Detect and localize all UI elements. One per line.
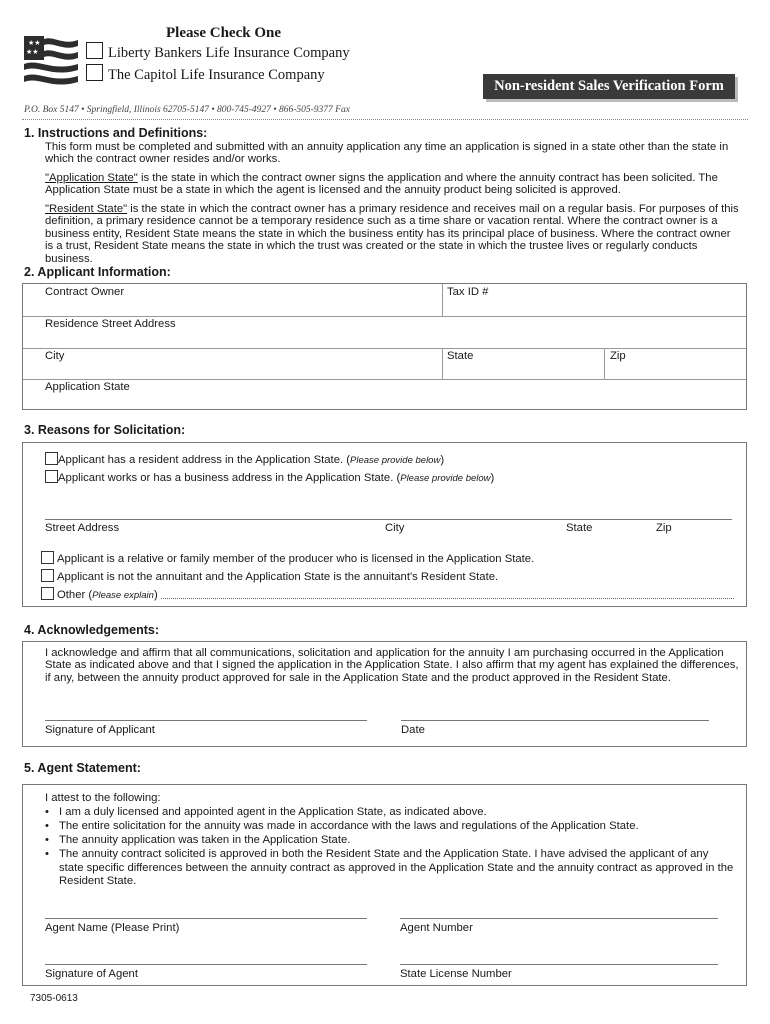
flag-logo	[22, 32, 78, 88]
signature-agent-label: Signature of Agent	[45, 968, 138, 980]
state-field[interactable]: State	[447, 350, 474, 362]
address-line-input[interactable]	[45, 519, 732, 520]
svg-text:★★: ★★	[26, 48, 39, 56]
date-line[interactable]	[401, 720, 709, 721]
contract-owner-field[interactable]: Contract Owner	[45, 286, 125, 298]
provide-below-note: Please provide below	[350, 455, 441, 466]
close-paren: )	[490, 472, 495, 484]
application-state-text: is the state in which the contract owner signs the application and where the annuity contract has been solicited. The Application State must be a state in which the agent is licensed and the annuity product being solicited is approved.	[45, 172, 718, 197]
application-state-definition	[45, 172, 740, 197]
other-explain-input[interactable]	[161, 598, 734, 599]
company-option-capitol: The Capitol Life Insurance Company	[108, 67, 325, 83]
row-divider	[23, 379, 746, 380]
reason-resident-label: Applicant has a resident address in the Application State. (	[58, 454, 351, 466]
street-address-label: Street Address	[45, 522, 120, 534]
col-divider	[442, 284, 443, 316]
bullet-item: • I am a duly licensed and appointed agent in the Application State, as indicated above.	[45, 806, 487, 818]
resident-state-term: "Resident State"	[45, 203, 128, 215]
please-check-one-heading: Please Check One	[166, 25, 281, 41]
reason-other-label: Other (	[57, 589, 93, 601]
address-line: P.O. Box 5147 • Springfield, Illinois 62705-5147 • 800-745-4927 • 866-505-9377 Fax	[24, 105, 350, 115]
col-divider	[604, 348, 605, 379]
applicant-info-box	[22, 283, 747, 410]
reason-relative-label: Applicant is a relative or family member of the producer who is licensed in the Application State.	[57, 553, 535, 565]
reason-business-label: Applicant works or has a business address in the Application State. (	[58, 472, 401, 484]
agent-name-label: Agent Name (Please Print)	[45, 922, 180, 934]
state-label: State	[566, 522, 593, 534]
reason-resident-address[interactable]	[45, 452, 444, 466]
reason-other[interactable]	[41, 587, 158, 601]
reason-business-checkbox[interactable]	[45, 470, 58, 483]
row-divider	[23, 348, 746, 349]
reason-not-annuitant[interactable]	[41, 569, 498, 583]
close-paren: )	[440, 454, 445, 466]
form-code: 7305-0613	[30, 993, 78, 1004]
city-field[interactable]: City	[45, 350, 65, 362]
resident-state-definition	[45, 203, 740, 265]
provide-below-note: Please provide below	[400, 473, 491, 484]
company-option-liberty: Liberty Bankers Life Insurance Company	[108, 45, 350, 61]
attest-intro: I attest to the following:	[45, 792, 161, 804]
section-2-title: 2. Applicant Information:	[24, 265, 171, 279]
agent-number-line[interactable]	[400, 918, 718, 919]
section-3-title: 3. Reasons for Solicitation:	[24, 423, 186, 437]
section-5-title: 5. Agent Statement:	[24, 761, 141, 775]
signature-applicant-label: Signature of Applicant	[45, 724, 155, 736]
col-divider	[442, 348, 443, 379]
reason-other-checkbox[interactable]	[41, 587, 54, 600]
capitol-life-checkbox[interactable]	[86, 64, 103, 81]
applicant-signature-line[interactable]	[45, 720, 367, 721]
agent-number-label: Agent Number	[400, 922, 473, 934]
agent-signature-line[interactable]	[45, 964, 367, 965]
solicitation-box	[22, 442, 747, 607]
application-state-field[interactable]: Application State	[45, 381, 130, 393]
svg-text:★★: ★★	[28, 39, 41, 47]
city-label: City	[385, 522, 405, 534]
close-paren: )	[153, 589, 158, 601]
reason-not-annuitant-label: Applicant is not the annuitant and the Application State is the annuitant's Resident State.	[57, 571, 499, 583]
instructions-paragraph: This form must be completed and submitted with an annuity application any time an application is signed in a state other than the state in which the contract owner resides and/or works.	[45, 141, 729, 166]
bullet-item: • The annuity contract solicited is approved in both the Resident State and the Application State. I have advised the applicant of any state specific differences between the annuity contract as approved in the Application State and the annuity contract as approved in the Resident State.	[45, 848, 734, 887]
date-label: Date	[401, 724, 425, 736]
bullet-item: • The annuity application was taken in the Application State.	[45, 834, 351, 846]
reason-relative[interactable]	[41, 551, 534, 565]
reason-business-address[interactable]	[45, 470, 494, 484]
liberty-bankers-checkbox[interactable]	[86, 42, 103, 59]
residence-street-field[interactable]: Residence Street Address	[45, 318, 176, 330]
reason-relative-checkbox[interactable]	[41, 551, 54, 564]
reason-resident-checkbox[interactable]	[45, 452, 58, 465]
divider	[22, 119, 748, 120]
please-explain-note: Please explain	[92, 590, 154, 601]
bullet-item: • The entire solicitation for the annuity was made in accordance with the laws and regulations of the Application State.	[45, 820, 639, 832]
application-state-term: "Application State"	[45, 172, 138, 184]
section-4-title: 4. Acknowledgements:	[24, 623, 159, 637]
reason-not-annuitant-checkbox[interactable]	[41, 569, 54, 582]
zip-label: Zip	[656, 522, 672, 534]
acknowledgements-box	[22, 641, 747, 747]
form-title: Non-resident Sales Verification Form	[483, 74, 735, 99]
license-number-label: State License Number	[400, 968, 512, 980]
agent-name-line[interactable]	[45, 918, 367, 919]
tax-id-field[interactable]: Tax ID #	[447, 286, 489, 298]
acknowledgement-text: I acknowledge and affirm that all communications, solicitation and application for the annuity I am purchasing occurred in the Application State as indicated above and that I signed the application in the Application State. I also affirm that my agent has explained the differences, if any, between the annuity product approved for sale in the Application State and the product approved in the Resident State.	[45, 647, 739, 684]
zip-field[interactable]: Zip	[610, 350, 626, 362]
license-number-line[interactable]	[400, 964, 718, 965]
section-1-title: 1. Instructions and Definitions:	[24, 126, 208, 140]
row-divider	[23, 316, 746, 317]
resident-state-text: is the state in which the contract owner has a primary residence and receives mail on a regular basis. For purposes of this definition, a primary residence cannot be a temporary residence such as a time share or vacation rental. Where the contract owner is a business entity, Resident State means the state in which the business entity has its principal place of business. Where the contract owner is a trust, Resident State means the state in which the trust was created or the state in which the trustee lives or regularly conducts business.	[45, 203, 739, 265]
